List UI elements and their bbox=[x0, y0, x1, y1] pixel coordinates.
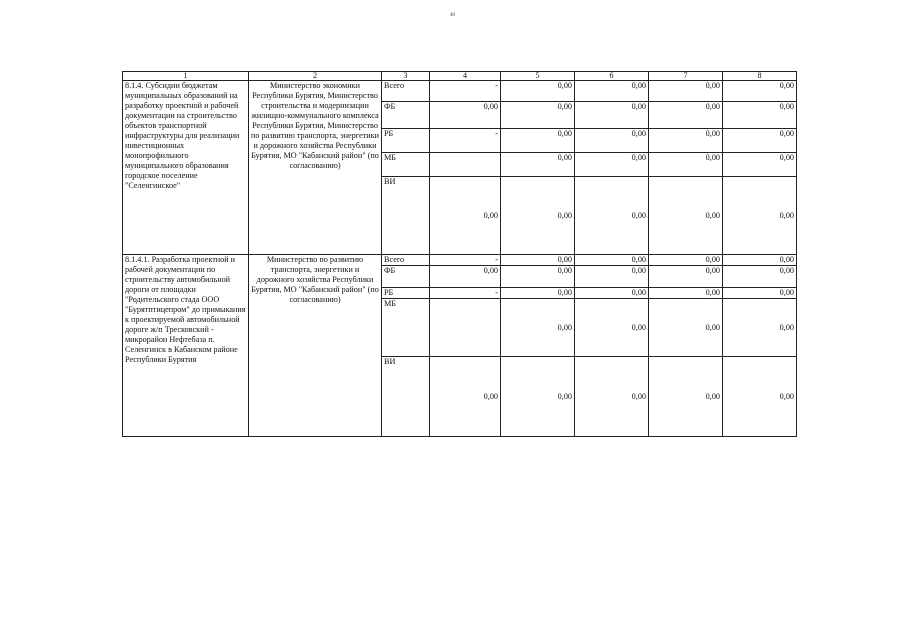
value-cell: 0,00 bbox=[649, 177, 723, 255]
value-cell: 0,00 bbox=[649, 81, 723, 102]
funding-source: МБ bbox=[382, 153, 430, 177]
value-cell: 0,00 bbox=[501, 299, 575, 357]
header-cell: 4 bbox=[430, 72, 501, 81]
table-row bbox=[123, 255, 797, 266]
header-cell: 3 bbox=[382, 72, 430, 81]
value-cell: 0,00 bbox=[649, 129, 723, 153]
value-cell: 0,00 bbox=[430, 266, 501, 288]
measure-description: 8.1.4.1. Разработка проектной и рабочей документации по строительству автомобильной дороги от площадки "Родительского стада ООО "Бурятптицепром" до примыкания к проектируемой автомобильной дороге ж/п Тресковский - микрорайон Нефтебаза п. Селенгинск в Кабанском районе Республики Бурятия bbox=[123, 255, 249, 437]
value-cell: 0,00 bbox=[649, 266, 723, 288]
page-number: 40 bbox=[450, 13, 455, 18]
value-cell: 0,00 bbox=[501, 81, 575, 102]
value-cell: 0,00 bbox=[501, 153, 575, 177]
value-cell: 0,00 bbox=[649, 288, 723, 299]
value-cell: 0,00 bbox=[649, 255, 723, 266]
value-cell: - bbox=[430, 129, 501, 153]
value-cell: 0,00 bbox=[575, 299, 649, 357]
value-cell bbox=[430, 153, 501, 177]
value-cell: 0,00 bbox=[723, 177, 797, 255]
value-cell: 0,00 bbox=[501, 102, 575, 129]
value-cell: 0,00 bbox=[723, 288, 797, 299]
value-cell: 0,00 bbox=[575, 153, 649, 177]
value-cell: 0,00 bbox=[575, 357, 649, 437]
funding-source: ФБ bbox=[382, 102, 430, 129]
funding-source: ФБ bbox=[382, 266, 430, 288]
funding-source: Всего bbox=[382, 81, 430, 102]
value-cell: 0,00 bbox=[501, 177, 575, 255]
value-cell: 0,00 bbox=[723, 299, 797, 357]
funding-source: РБ bbox=[382, 129, 430, 153]
value-cell: 0,00 bbox=[501, 288, 575, 299]
value-cell: 0,00 bbox=[430, 102, 501, 129]
header-cell: 7 bbox=[649, 72, 723, 81]
value-cell: 0,00 bbox=[723, 129, 797, 153]
value-cell: 0,00 bbox=[723, 266, 797, 288]
funding-source: ВИ bbox=[382, 177, 430, 255]
value-cell: 0,00 bbox=[649, 299, 723, 357]
header-row bbox=[123, 72, 797, 81]
value-cell: 0,00 bbox=[723, 255, 797, 266]
measure-description: 8.1.4. Субсидии бюджетам муниципальных образований на разработку проектной и рабочей документации на строительство объектов транспортной инфраструктуры для реализации инвестиционных монопрофильного муниципального образования городское поселение "Селенгинское" bbox=[123, 81, 249, 255]
value-cell: 0,00 bbox=[575, 266, 649, 288]
header-cell: 8 bbox=[723, 72, 797, 81]
value-cell: - bbox=[430, 288, 501, 299]
funding-source: МБ bbox=[382, 299, 430, 357]
funding-source: ВИ bbox=[382, 357, 430, 437]
measure-executor: Министерство по развитию транспорта, энергетики и дорожного хозяйства Республики Бурятия, МО "Кабанский район" (по согласованию) bbox=[249, 255, 382, 437]
value-cell: 0,00 bbox=[501, 357, 575, 437]
value-cell: 0,00 bbox=[501, 129, 575, 153]
funding-source: РБ bbox=[382, 288, 430, 299]
value-cell bbox=[430, 299, 501, 357]
value-cell: 0,00 bbox=[430, 357, 501, 437]
value-cell: 0,00 bbox=[723, 153, 797, 177]
value-cell: 0,00 bbox=[575, 177, 649, 255]
table-row bbox=[123, 81, 797, 102]
value-cell: 0,00 bbox=[501, 266, 575, 288]
value-cell: 0,00 bbox=[575, 81, 649, 102]
budget-table bbox=[122, 71, 797, 437]
header-cell: 5 bbox=[501, 72, 575, 81]
header-cell: 2 bbox=[249, 72, 382, 81]
value-cell: 0,00 bbox=[649, 153, 723, 177]
header-cell: 6 bbox=[575, 72, 649, 81]
header-cell: 1 bbox=[123, 72, 249, 81]
value-cell: 0,00 bbox=[649, 102, 723, 129]
funding-source: Всего bbox=[382, 255, 430, 266]
value-cell: 0,00 bbox=[649, 357, 723, 437]
value-cell: 0,00 bbox=[575, 255, 649, 266]
value-cell: 0,00 bbox=[723, 357, 797, 437]
value-cell: 0,00 bbox=[723, 102, 797, 129]
measure-executor: Министерство экономики Республики Бурятия, Министерство строительства и модернизации жилищно-коммунального комплекса Республики Бурятия, Министерство по развитию транспорта, энергетики и дорожного хозяйства Республики Бурятия, МО "Кабанский район" (по согласованию) bbox=[249, 81, 382, 255]
value-cell: 0,00 bbox=[575, 129, 649, 153]
value-cell: - bbox=[430, 255, 501, 266]
value-cell: 0,00 bbox=[575, 288, 649, 299]
value-cell: 0,00 bbox=[575, 102, 649, 129]
value-cell: 0,00 bbox=[723, 81, 797, 102]
value-cell: - bbox=[430, 81, 501, 102]
value-cell: 0,00 bbox=[501, 255, 575, 266]
value-cell: 0,00 bbox=[430, 177, 501, 255]
